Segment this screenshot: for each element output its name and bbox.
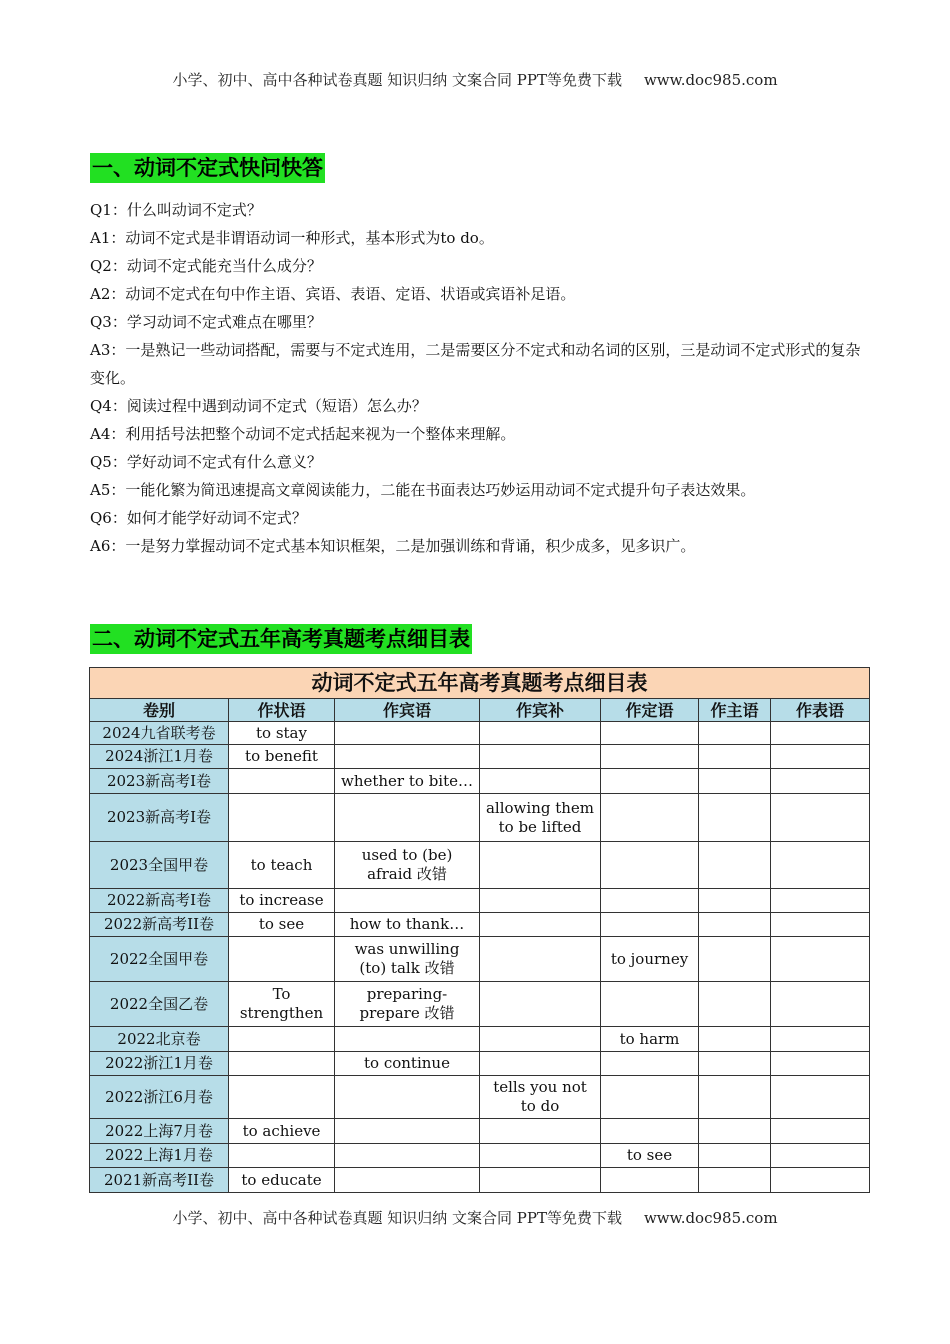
paper-cell: 2023全国甲卷 [90,842,229,889]
table-row [90,913,870,937]
table-cell: to benefit [229,745,335,769]
table-cell [699,1052,771,1076]
answer-5: A5：一能化繁为简迅速提高文章阅读能力，二能在书面表达巧妙运用动词不定式提升句子表达效果。 [90,481,756,499]
table-cell [771,1027,870,1052]
table-cell [771,982,870,1027]
table-cell [480,1168,601,1193]
table-cell [480,745,601,769]
table-cell [601,769,699,794]
paper-cell: 2022上海1月卷 [90,1144,229,1168]
answer-3: A3：一是熟记一些动词搭配，需要与不定式连用，二是需要区分不定式和动名词的区别，三是动词不定式形式的复杂变化。 [90,341,861,387]
table-cell: to teach [229,842,335,889]
table-cell [601,1168,699,1193]
table-cell: to increase [229,889,335,913]
table-cell [699,769,771,794]
table-cell: how to thank… [335,913,480,937]
question-4: Q4：阅读过程中遇到动词不定式（短语）怎么办？ [90,397,427,415]
table-row [90,722,870,745]
answer-1: A1：动词不定式是非谓语动词一种形式，基本形式为to do。 [90,229,494,247]
paper-cell: 2022浙江1月卷 [90,1052,229,1076]
table-cell [771,745,870,769]
table-cell [480,913,601,937]
table-cell [771,1076,870,1119]
header-text: 小学、初中、高中各种试卷真题 知识归纳 文案合同 PPT等免费下载 [172,71,622,89]
table-cell: was unwilling (to) talk 改错 [335,937,480,982]
table-cell [699,1144,771,1168]
question-5: Q5：学好动词不定式有什么意义？ [90,453,322,471]
table-cell [480,982,601,1027]
table-cell [771,1119,870,1144]
table-cell [601,889,699,913]
table-cell [480,842,601,889]
table-row [90,1119,870,1144]
table-cell [480,889,601,913]
table-cell [335,794,480,842]
table-cell [699,889,771,913]
table-cell [699,1027,771,1052]
table-cell [771,769,870,794]
answer-4: A4：利用括号法把整个动词不定式括起来视为一个整体来理解。 [90,425,516,443]
exam-points-table [89,667,870,1193]
table-row [90,1144,870,1168]
table-cell: tells you not to do [480,1076,601,1119]
table-cell [771,889,870,913]
table-cell [480,1119,601,1144]
table-cell [699,794,771,842]
table-cell [601,1076,699,1119]
paper-cell: 2023新高考I卷 [90,794,229,842]
table-cell [601,913,699,937]
table-cell [699,1168,771,1193]
table-row [90,1027,870,1052]
table-cell [335,1076,480,1119]
page-header [0,69,950,90]
table-cell [771,842,870,889]
column-header: 作定语 [601,699,699,722]
table-cell [229,1076,335,1119]
table-cell [335,745,480,769]
table-cell [480,937,601,982]
table-cell [480,722,601,745]
table-cell [335,1027,480,1052]
table-cell [335,1168,480,1193]
table-cell: to journey [601,937,699,982]
table-row [90,889,870,913]
paper-cell: 2022上海7月卷 [90,1119,229,1144]
table-cell [601,794,699,842]
table-caption: 动词不定式五年高考真题考点细目表 [90,668,870,699]
table-cell: to see [229,913,335,937]
paper-cell: 2022全国乙卷 [90,982,229,1027]
table-cell [601,842,699,889]
table-cell: to see [601,1144,699,1168]
table-cell: preparing-prepare 改错 [335,982,480,1027]
column-header: 作表语 [771,699,870,722]
table-cell [335,722,480,745]
table-cell [699,937,771,982]
table-row [90,982,870,1027]
table-cell: to harm [601,1027,699,1052]
table-row [90,937,870,982]
table-cell [771,794,870,842]
table-cell [601,745,699,769]
paper-cell: 2023新高考I卷 [90,769,229,794]
paper-cell: 2021新高考II卷 [90,1168,229,1193]
table-row [90,769,870,794]
table-cell: allowing them to be lifted [480,794,601,842]
table-cell [699,1076,771,1119]
column-header: 作宾语 [335,699,480,722]
answer-6: A6：一是努力掌握动词不定式基本知识框架，二是加强训练和背诵，积少成多，见多识广。 [90,537,696,555]
table-cell [480,1052,601,1076]
table-cell [601,722,699,745]
question-1: Q1：什么叫动词不定式？ [90,201,262,219]
table-cell [480,1144,601,1168]
table-cell [480,769,601,794]
footer-text: 小学、初中、高中各种试卷真题 知识归纳 文案合同 PPT等免费下载 [172,1209,622,1227]
answer-2: A2：动词不定式在句中作主语、宾语、表语、定语、状语或宾语补足语。 [90,285,576,303]
table-cell [699,722,771,745]
section2-title: 二、动词不定式五年高考真题考点细目表 [90,624,472,654]
paper-cell: 2022新高考II卷 [90,913,229,937]
table-cell [699,745,771,769]
table-row [90,794,870,842]
table-cell: to continue [335,1052,480,1076]
paper-cell: 2022全国甲卷 [90,937,229,982]
table-cell [601,1052,699,1076]
paper-cell: 2022浙江6月卷 [90,1076,229,1119]
table-cell: used to (be) afraid 改错 [335,842,480,889]
paper-cell: 2022新高考I卷 [90,889,229,913]
table-cell [229,1027,335,1052]
table-cell [229,1144,335,1168]
table-cell: To strengthen [229,982,335,1027]
table-cell: to educate [229,1168,335,1193]
question-6: Q6：如何才能学好动词不定式？ [90,509,307,527]
column-header: 卷别 [90,699,229,722]
table-row [90,1076,870,1119]
paper-cell: 2022北京卷 [90,1027,229,1052]
section1-title: 一、动词不定式快问快答 [90,153,325,183]
table-cell [699,982,771,1027]
table-cell [229,769,335,794]
table-cell [480,1027,601,1052]
table-cell [335,1119,480,1144]
table-cell [699,1119,771,1144]
table-cell [335,1144,480,1168]
table-cell: to stay [229,722,335,745]
question-2: Q2：动词不定式能充当什么成分？ [90,257,322,275]
table-cell [771,1168,870,1193]
table-cell [229,794,335,842]
table-cell: to achieve [229,1119,335,1144]
table-cell [699,913,771,937]
column-header: 作宾补 [480,699,601,722]
header-url[interactable]: www.doc985.com [643,71,778,89]
table-body [90,722,870,1193]
table-row [90,1168,870,1193]
table-cell [601,1119,699,1144]
table-cell [699,842,771,889]
paper-cell: 2024九省联考卷 [90,722,229,745]
table-cell [229,1052,335,1076]
table-cell: whether to bite… [335,769,480,794]
table-cell [771,913,870,937]
table-cell [335,889,480,913]
table-row [90,1052,870,1076]
question-3: Q3：学习动词不定式难点在哪里？ [90,313,322,331]
paper-cell: 2024浙江1月卷 [90,745,229,769]
page-footer [0,1207,950,1228]
table-row [90,842,870,889]
table-cell [771,1144,870,1168]
qa-list [90,196,865,560]
column-header: 作状语 [229,699,335,722]
table-cell [229,937,335,982]
table-cell [601,982,699,1027]
footer-url[interactable]: www.doc985.com [643,1209,778,1227]
column-header: 作主语 [699,699,771,722]
table-cell [771,1052,870,1076]
table-cell [771,937,870,982]
table-cell [771,722,870,745]
table-row [90,745,870,769]
table-header-row [90,699,870,722]
